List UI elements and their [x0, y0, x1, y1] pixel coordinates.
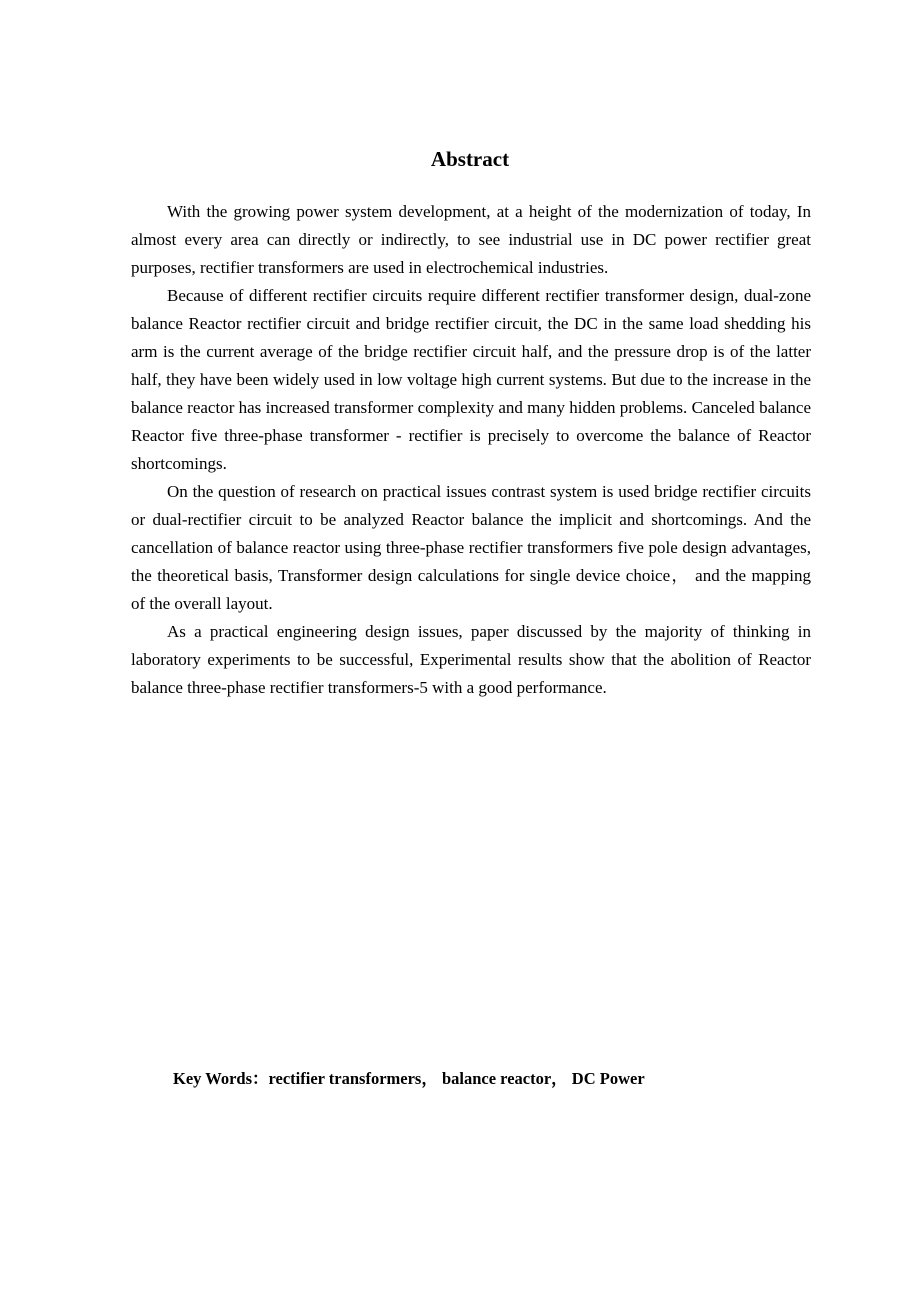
abstract-paragraph-4: As a practical engineering design issues, paper discussed by the majority of thinking in laboratory experiments to be successful, Experimental results show that the abolition of Reactor balance three-phase rectifier transformers-5 with a good performance.: [131, 622, 811, 697]
abstract-paragraph-1: With the growing power system development, at a height of the modernization of today, In almost every area can directly or indirectly, to see industrial use in DC power rectifier great purposes, rectifier transformers are used in electrochemical industries.: [131, 202, 811, 277]
abstract-paragraph-2: Because of different rectifier circuits require different rectifier transformer design, dual-zone balance Reactor rectifier circuit and bridge rectifier circuit, the DC in the same load shedding his arm is the current average of the bridge rectifier circuit half, and the pressure drop is of the latter half, they have been widely used in low voltage high current systems. But due to the increase in the balance reactor has increased transformer complexity and many hidden problems. Canceled balance Reactor five three-phase transformer - rectifier is precisely to overcome the balance of Reactor shortcomings.: [131, 286, 811, 473]
abstract-paragraph-3: On the question of research on practical issues contrast system is used bridge rectifier circuits or dual-rectifier circuit to be analyzed Reactor balance the implicit and shortcomings. And the cancellation of balance reactor using three-phase rectifier transformers five pole design advantages, the theoretical basis, Transformer design calculations for single device choice， and the mapping of the overall layout.: [131, 482, 811, 613]
abstract-body: [131, 198, 811, 702]
abstract-title: Abstract: [430, 147, 510, 171]
keywords-line: Key Words：rectifier transformers， balance reactor， DC Power: [173, 1069, 645, 1088]
